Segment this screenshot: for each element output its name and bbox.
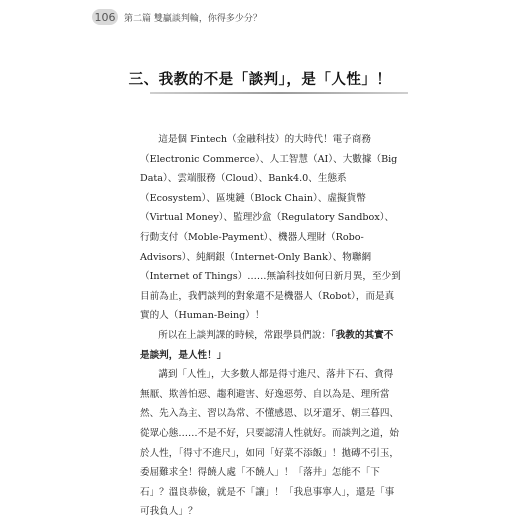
- body-text: [140, 130, 402, 522]
- paragraph-2-lead: 所以在上談判課的時候，常跟學員們說：: [158, 329, 331, 341]
- paragraph-2-emphasis: 「我教的其實不是談判，是人性！」: [140, 329, 394, 361]
- page-number: 106: [92, 9, 118, 25]
- running-header: [92, 8, 262, 26]
- running-header-title: 第二篇 雙贏談判輪，你得多少分？: [124, 13, 262, 24]
- paragraph-1: 這是個 Fintech（金融科技）的大時代！電子商務（Electronic Commerce）、人工智慧（AI）、大數據（Big Data）、雲端服務（Cloud）、Bank4.0、生態系（Ecosystem）、區塊鏈（Block Chain）、虛擬貨幣（Virtual Money）、監理沙盒（Regulatory Sandbox）、行動支付（Moble-Payment）、機器人理財（Robo-Advisors）、純網銀（Internet-Only Bank）、物聯網（Internet of Things）……無論科技如何日新月異，至少到目前為止，我們談判的對象還不是機器人（Robot），而是真實的人（Human-Being）！: [140, 134, 401, 322]
- section-title: 三、我教的不是「談判」，是「人性」！: [128, 72, 392, 88]
- title-underline: [150, 92, 408, 94]
- paragraph-3: 講到「人性」，大多數人都是得寸進尺、落井下石、貪得無厭、欺善怕惡、趨利避害、好逸惡勞、自以為是、理所當然、先入為主、習以為常、不懂感恩、以牙還牙、朝三暮四、從眾心態……不是不好，只要認清人性就好。而談判之道，始於人性，「得寸不進尺」，如同「好菜不添飯」！拋磚不引玉，委屈難求全！得饒人處「不饒人」！「落井」怎能不「下石」？溫良恭儉，就是不「讓」！「我息事寧人」，還是「事可我負人」？: [140, 369, 400, 518]
- paragraph-2: [140, 326, 402, 365]
